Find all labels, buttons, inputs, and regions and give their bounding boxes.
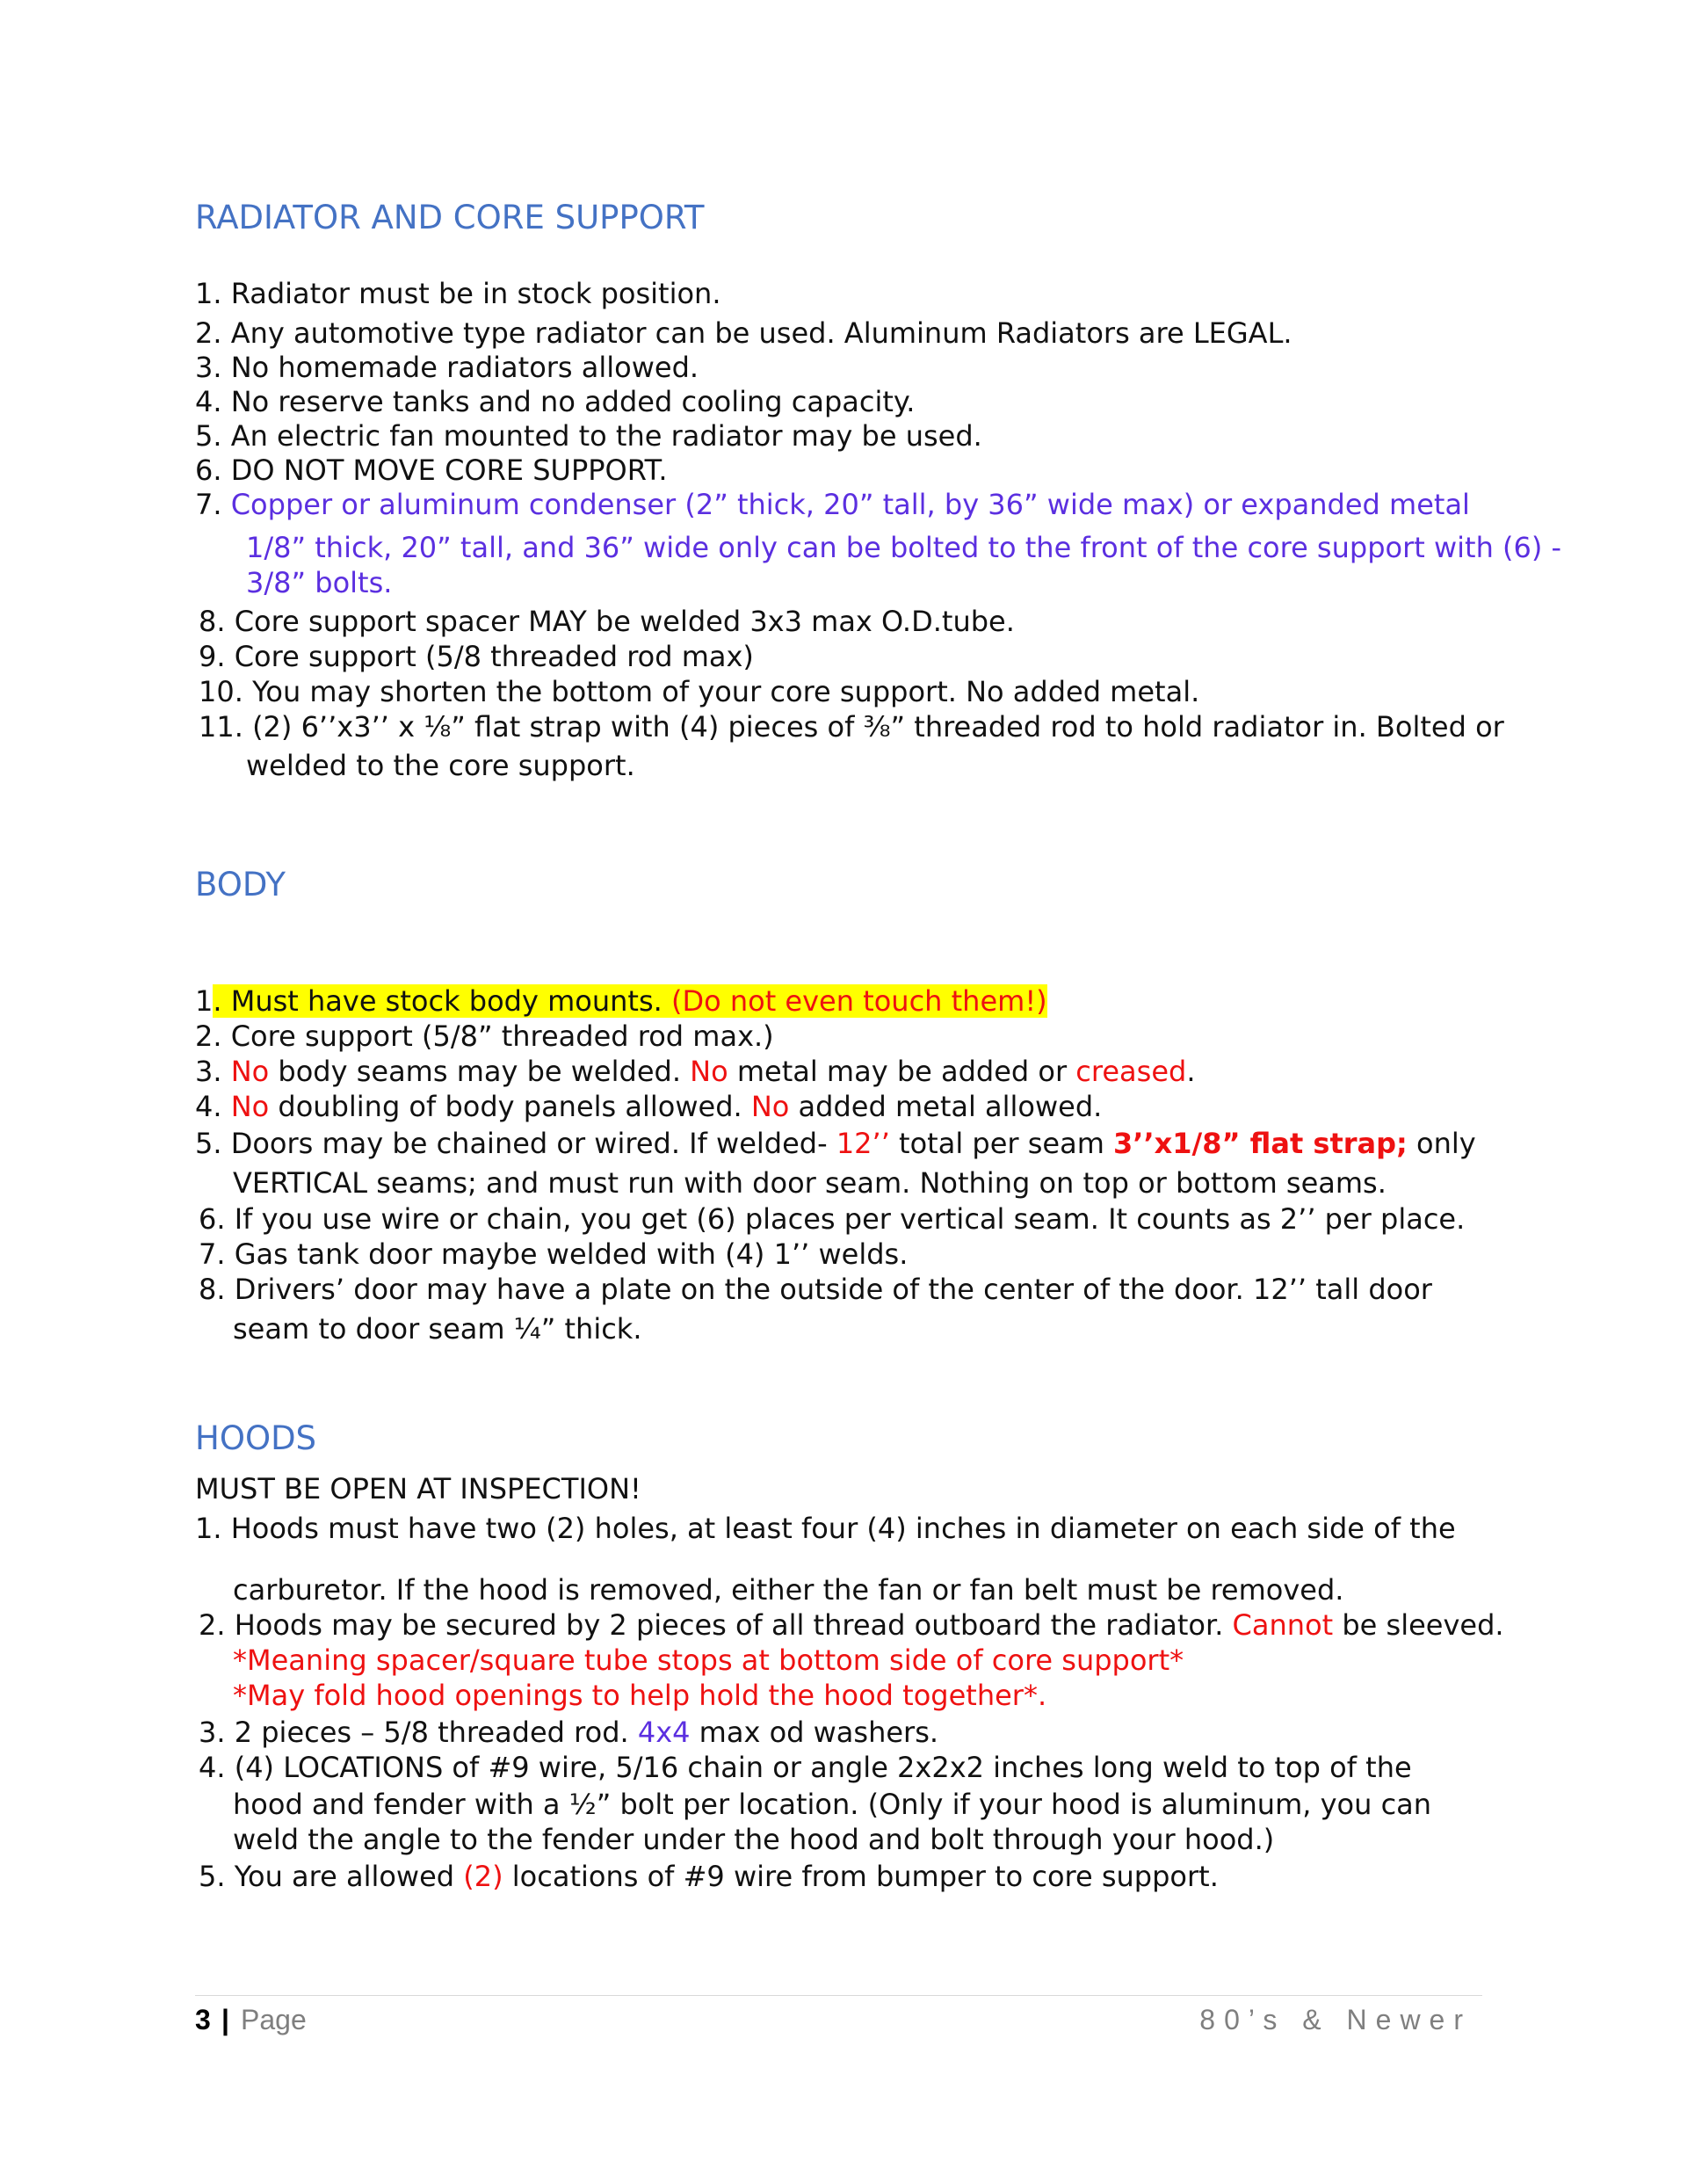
list-item: 2. Any automotive type radiator can be used. Aluminum Radiators are LEGAL. (195, 316, 1292, 350)
list-item-continuation: seam to door seam ¼” thick. (233, 1312, 642, 1346)
list-item (199, 1715, 938, 1750)
inspection-note: MUST BE OPEN AT INSPECTION! (195, 1472, 641, 1506)
list-item: 9. Core support (5/8 threaded rod max) (199, 640, 754, 673)
text-run: metal may be added or (728, 1055, 1076, 1088)
text-run: only (1407, 1127, 1476, 1160)
emphasis-text: No (690, 1055, 728, 1088)
emphasis-text: 4x4 (637, 1716, 691, 1749)
list-item-continuation: weld the angle to the fender under the hood and bolt through your hood.) (233, 1823, 1275, 1856)
list-item (195, 1054, 1195, 1089)
list-item: 4. No reserve tanks and no added cooling capacity. (195, 385, 916, 418)
emphasis-text: No (230, 1090, 270, 1123)
list-number: 3. (195, 1055, 231, 1088)
emphasis-text: creased (1075, 1055, 1187, 1088)
list-item: 7. Gas tank door maybe welded with (4) 1’’ welds. (199, 1237, 909, 1271)
list-item-continuation: 1/8” thick, 20” tall, and 36” wide only can be bolted to the front of the core support with (6) - (246, 531, 1562, 564)
text-run: 2. Hoods may be secured by 2 pieces of all thread outboard the radiator. (199, 1608, 1233, 1642)
list-item: 1. Hoods must have two (2) holes, at least four (4) inches in diameter on each side of the (195, 1512, 1456, 1545)
list-item: 2. Core support (5/8” threaded rod max.) (195, 1019, 774, 1053)
list-item: 4. (4) LOCATIONS of #9 wire, 5/16 chain or angle 2x2x2 inches long weld to top of the (199, 1751, 1412, 1784)
list-item-continuation: welded to the core support. (246, 749, 635, 782)
footer-class-label: 80’s & Newer (1199, 2004, 1472, 2035)
list-item-continuation: 3/8” bolts. (246, 566, 393, 599)
footer-divider (195, 1995, 1482, 1996)
emphasis-text: Cannot (1232, 1608, 1334, 1642)
list-item (195, 1126, 1476, 1161)
body-mounts-text: . Must have stock body mounts. (213, 984, 671, 1018)
condenser-rule-text: Copper or aluminum condenser (2” thick, 20” tall, by 36” wide max) or expanded metal (230, 488, 1470, 521)
list-item: 5. An electric fan mounted to the radiator may be used. (195, 419, 982, 453)
list-item (195, 983, 1047, 1019)
emphasis-text: (2) (463, 1860, 503, 1893)
list-item-continuation: carburetor. If the hood is removed, either the fan or fan belt must be removed. (233, 1573, 1344, 1607)
text-run: max od washers. (690, 1716, 939, 1749)
list-item-note: *Meaning spacer/square tube stops at bottom side of core support* (233, 1643, 1184, 1677)
text-run: added metal allowed. (789, 1090, 1103, 1123)
list-item-continuation: VERTICAL seams; and must run with door seam. Nothing on top or bottom seams. (233, 1166, 1387, 1200)
emphasis-text: 3’’x1/8” flat strap; (1113, 1127, 1408, 1160)
list-item (199, 1607, 1504, 1643)
list-number: 7. (195, 488, 231, 521)
text-run: body seams may be welded. (269, 1055, 691, 1088)
emphasis-text: No (230, 1055, 270, 1088)
text-run: doubling of body panels allowed. (269, 1090, 751, 1123)
highlighted-text (213, 984, 1046, 1018)
list-item: 8. Drivers’ door may have a plate on the outside of the center of the door. 12’’ tall door (199, 1273, 1432, 1306)
list-item-note: *May fold hood openings to help hold the hood together*. (233, 1679, 1047, 1712)
text-run: locations of #9 wire from bumper to core support. (503, 1860, 1219, 1893)
list-item (199, 1859, 1219, 1894)
list-item: 3. No homemade radiators allowed. (195, 351, 699, 384)
list-item: 6. DO NOT MOVE CORE SUPPORT. (195, 453, 668, 487)
text-run: . (1186, 1055, 1196, 1088)
list-item: 10. You may shorten the bottom of your core support. No added metal. (199, 675, 1200, 708)
text-run: be sleeved. (1333, 1608, 1504, 1642)
list-number: 1 (195, 984, 214, 1018)
list-item: 11. (2) 6’’x3’’ x ⅛” flat strap with (4) pieces of ⅜” threaded rod to hold radiator in. Bolted or (199, 710, 1504, 744)
text-run: 3. 2 pieces – 5/8 threaded rod. (199, 1716, 638, 1749)
emphasis-text: 12’’ (836, 1127, 890, 1160)
list-item-continuation: hood and fender with a ½” bolt per location. (Only if your hood is aluminum, you can (233, 1788, 1432, 1821)
list-number: 4. (195, 1090, 231, 1123)
list-item: 8. Core support spacer MAY be welded 3x3 max O.D.tube. (199, 605, 1015, 638)
text-run: 5. You are allowed (199, 1860, 464, 1893)
warning-text: (Do not even touch them!) (670, 984, 1047, 1018)
section-heading-radiator: RADIATOR AND CORE SUPPORT (195, 199, 705, 236)
section-heading-hoods: HOODS (195, 1419, 317, 1457)
text-run: total per seam (889, 1127, 1114, 1160)
list-item: 1. Radiator must be in stock position. (195, 277, 721, 310)
emphasis-text: No (750, 1090, 790, 1123)
text-run: 5. Doors may be chained or wired. If welded- (195, 1127, 836, 1160)
page-separator: | (221, 2004, 229, 2035)
section-heading-body: BODY (195, 866, 286, 903)
page-label: Page (241, 2004, 307, 2035)
page-number: 3 (195, 2004, 211, 2035)
list-item: 6. If you use wire or chain, you get (6) places per vertical seam. It counts as 2’’ per place. (199, 1202, 1466, 1236)
list-item (195, 487, 1470, 522)
list-item (195, 1089, 1102, 1124)
